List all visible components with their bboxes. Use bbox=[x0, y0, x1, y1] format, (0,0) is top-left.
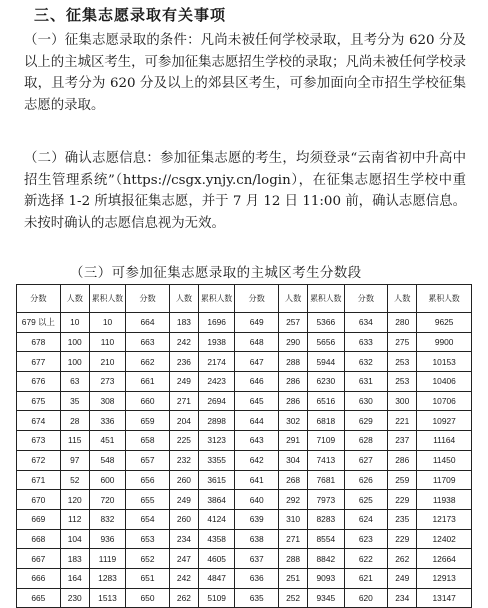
cell-count: 236 bbox=[169, 352, 198, 372]
cell-cumulative: 7681 bbox=[308, 470, 344, 490]
cell-count: 234 bbox=[388, 588, 417, 608]
cell-count: 204 bbox=[169, 411, 198, 431]
cell-cumulative: 7413 bbox=[308, 450, 344, 470]
cell-score: 639 bbox=[235, 509, 279, 529]
cell-count: 302 bbox=[279, 411, 308, 431]
cell-cumulative: 8554 bbox=[308, 529, 344, 549]
cell-count: 221 bbox=[388, 411, 417, 431]
cell-count: 10 bbox=[60, 313, 89, 333]
cell-score: 632 bbox=[344, 352, 388, 372]
cell-score: 637 bbox=[235, 549, 279, 569]
cell-count: 275 bbox=[388, 332, 417, 352]
cell-count: 262 bbox=[169, 588, 198, 608]
paragraph-confirm-info: （二）确认志愿信息：参加征集志愿的考生，均须登录“云南省初中升高中招生管理系统”（https://csgx.ynjy.cn/login），在征集志愿招生学校中重新选择 1-2 所填报征集志愿，并于 7 月 12 日 11:00 前，确认志愿信息。未按时确认的志愿信息视为无效。 bbox=[24, 151, 466, 231]
cell-cumulative: 9625 bbox=[417, 313, 472, 333]
header-cumulative: 累积人数 bbox=[417, 285, 472, 313]
cell-score: 620 bbox=[344, 588, 388, 608]
header-count: 人数 bbox=[169, 285, 198, 313]
cell-cumulative: 8842 bbox=[308, 549, 344, 569]
cell-score: 667 bbox=[17, 549, 61, 569]
cell-count: 35 bbox=[60, 391, 89, 411]
cell-cumulative: 9900 bbox=[417, 332, 472, 352]
cell-cumulative: 336 bbox=[89, 411, 125, 431]
cell-cumulative: 3123 bbox=[198, 431, 234, 451]
cell-count: 288 bbox=[279, 549, 308, 569]
cell-score: 647 bbox=[235, 352, 279, 372]
cell-cumulative: 5656 bbox=[308, 332, 344, 352]
cell-cumulative: 11709 bbox=[417, 470, 472, 490]
cell-cumulative: 4847 bbox=[198, 568, 234, 588]
cell-score: 623 bbox=[344, 529, 388, 549]
cell-count: 300 bbox=[388, 391, 417, 411]
cell-score: 670 bbox=[17, 490, 61, 510]
cell-count: 260 bbox=[169, 509, 198, 529]
table-row bbox=[17, 470, 472, 490]
cell-score: 671 bbox=[17, 470, 61, 490]
cell-cumulative: 6230 bbox=[308, 372, 344, 392]
table-row bbox=[17, 313, 472, 333]
cell-count: 286 bbox=[279, 372, 308, 392]
cell-score: 649 bbox=[235, 313, 279, 333]
cell-count: 257 bbox=[279, 313, 308, 333]
cell-score: 656 bbox=[126, 470, 170, 490]
header-cumulative: 累积人数 bbox=[308, 285, 344, 313]
cell-score: 648 bbox=[235, 332, 279, 352]
cell-cumulative: 10 bbox=[89, 313, 125, 333]
cell-cumulative: 6818 bbox=[308, 411, 344, 431]
cell-score: 665 bbox=[17, 588, 61, 608]
table-row bbox=[17, 372, 472, 392]
table-row bbox=[17, 509, 472, 529]
cell-count: 251 bbox=[279, 568, 308, 588]
cell-count: 242 bbox=[169, 332, 198, 352]
cell-count: 229 bbox=[388, 529, 417, 549]
cell-score: 675 bbox=[17, 391, 61, 411]
cell-score: 625 bbox=[344, 490, 388, 510]
cell-cumulative: 2174 bbox=[198, 352, 234, 372]
cell-count: 112 bbox=[60, 509, 89, 529]
cell-count: 52 bbox=[60, 470, 89, 490]
cell-count: 252 bbox=[279, 588, 308, 608]
header-score: 分数 bbox=[235, 285, 279, 313]
cell-count: 97 bbox=[60, 450, 89, 470]
cell-cumulative: 1119 bbox=[89, 549, 125, 569]
cell-cumulative: 1696 bbox=[198, 313, 234, 333]
cell-score: 655 bbox=[126, 490, 170, 510]
cell-count: 262 bbox=[388, 549, 417, 569]
cell-cumulative: 7973 bbox=[308, 490, 344, 510]
cell-score: 677 bbox=[17, 352, 61, 372]
cell-score: 622 bbox=[344, 549, 388, 569]
header-cumulative: 累积人数 bbox=[198, 285, 234, 313]
cell-cumulative: 12402 bbox=[417, 529, 472, 549]
cell-cumulative: 9345 bbox=[308, 588, 344, 608]
cell-count: 259 bbox=[388, 470, 417, 490]
cell-score: 663 bbox=[126, 332, 170, 352]
cell-score: 659 bbox=[126, 411, 170, 431]
cell-score: 669 bbox=[17, 509, 61, 529]
cell-score: 652 bbox=[126, 549, 170, 569]
cell-score: 658 bbox=[126, 431, 170, 451]
cell-cumulative: 2898 bbox=[198, 411, 234, 431]
cell-cumulative: 832 bbox=[89, 509, 125, 529]
cell-cumulative: 451 bbox=[89, 431, 125, 451]
header-score: 分数 bbox=[17, 285, 61, 313]
cell-cumulative: 10706 bbox=[417, 391, 472, 411]
cell-score: 654 bbox=[126, 509, 170, 529]
cell-cumulative: 12664 bbox=[417, 549, 472, 569]
cell-cumulative: 12173 bbox=[417, 509, 472, 529]
table-title: （三）可参加征集志愿录取的主城区考生分数段 bbox=[70, 266, 362, 281]
cell-score: 660 bbox=[126, 391, 170, 411]
cell-score: 679 以上 bbox=[17, 313, 61, 333]
cell-score: 634 bbox=[344, 313, 388, 333]
cell-score: 645 bbox=[235, 391, 279, 411]
cell-score: 644 bbox=[235, 411, 279, 431]
cell-score: 630 bbox=[344, 391, 388, 411]
cell-score: 646 bbox=[235, 372, 279, 392]
cell-score: 662 bbox=[126, 352, 170, 372]
paragraph-eligibility: （一）征集志愿录取的条件：凡尚未被任何学校录取，且考分为 620 分及以上的主城区考生，可参加征集志愿招生学校的录取；凡尚未被任何学校录取，且考分为 620 分及以上的郊县区考生，可参加面向全市招生学校征集志愿的录取。 bbox=[24, 33, 466, 113]
table-body bbox=[17, 313, 472, 608]
cell-count: 225 bbox=[169, 431, 198, 451]
cell-score: 629 bbox=[344, 411, 388, 431]
table-row bbox=[17, 490, 472, 510]
cell-cumulative: 110 bbox=[89, 332, 125, 352]
cell-count: 164 bbox=[60, 568, 89, 588]
cell-count: 234 bbox=[169, 529, 198, 549]
table-row bbox=[17, 332, 472, 352]
cell-cumulative: 720 bbox=[89, 490, 125, 510]
cell-score: 631 bbox=[344, 372, 388, 392]
table-row bbox=[17, 391, 472, 411]
table-row bbox=[17, 411, 472, 431]
cell-count: 120 bbox=[60, 490, 89, 510]
cell-score: 650 bbox=[126, 588, 170, 608]
cell-count: 253 bbox=[388, 372, 417, 392]
cell-cumulative: 12913 bbox=[417, 568, 472, 588]
cell-cumulative: 2694 bbox=[198, 391, 234, 411]
cell-cumulative: 11164 bbox=[417, 431, 472, 451]
cell-cumulative: 10927 bbox=[417, 411, 472, 431]
table-row bbox=[17, 529, 472, 549]
cell-cumulative: 1938 bbox=[198, 332, 234, 352]
cell-cumulative: 936 bbox=[89, 529, 125, 549]
cell-cumulative: 5109 bbox=[198, 588, 234, 608]
cell-cumulative: 3615 bbox=[198, 470, 234, 490]
table-row bbox=[17, 568, 472, 588]
table-row bbox=[17, 431, 472, 451]
cell-cumulative: 273 bbox=[89, 372, 125, 392]
cell-cumulative: 1283 bbox=[89, 568, 125, 588]
cell-count: 232 bbox=[169, 450, 198, 470]
cell-score: 674 bbox=[17, 411, 61, 431]
cell-count: 304 bbox=[279, 450, 308, 470]
table-row bbox=[17, 549, 472, 569]
cell-score: 640 bbox=[235, 490, 279, 510]
cell-count: 235 bbox=[388, 509, 417, 529]
cell-count: 104 bbox=[60, 529, 89, 549]
cell-count: 28 bbox=[60, 411, 89, 431]
table-row bbox=[17, 588, 472, 608]
cell-count: 268 bbox=[279, 470, 308, 490]
watermark-overlay bbox=[0, 288, 16, 359]
cell-cumulative: 308 bbox=[89, 391, 125, 411]
cell-score: 627 bbox=[344, 450, 388, 470]
cell-score: 638 bbox=[235, 529, 279, 549]
cell-count: 230 bbox=[60, 588, 89, 608]
cell-count: 286 bbox=[388, 450, 417, 470]
cell-count: 115 bbox=[60, 431, 89, 451]
table-header-row bbox=[17, 285, 472, 313]
cell-cumulative: 5944 bbox=[308, 352, 344, 372]
cell-cumulative: 8283 bbox=[308, 509, 344, 529]
cell-score: 621 bbox=[344, 568, 388, 588]
cell-cumulative: 6516 bbox=[308, 391, 344, 411]
cell-count: 286 bbox=[279, 391, 308, 411]
cell-count: 290 bbox=[279, 332, 308, 352]
cell-cumulative: 11450 bbox=[417, 450, 472, 470]
cell-score: 672 bbox=[17, 450, 61, 470]
cell-score: 642 bbox=[235, 450, 279, 470]
header-count: 人数 bbox=[388, 285, 417, 313]
cell-count: 271 bbox=[169, 391, 198, 411]
cell-count: 63 bbox=[60, 372, 89, 392]
cell-count: 260 bbox=[169, 470, 198, 490]
cell-score: 643 bbox=[235, 431, 279, 451]
cell-count: 291 bbox=[279, 431, 308, 451]
cell-count: 183 bbox=[169, 313, 198, 333]
cell-count: 247 bbox=[169, 549, 198, 569]
cell-score: 678 bbox=[17, 332, 61, 352]
cell-score: 628 bbox=[344, 431, 388, 451]
cell-cumulative: 7109 bbox=[308, 431, 344, 451]
cell-cumulative: 1513 bbox=[89, 588, 125, 608]
cell-cumulative: 5366 bbox=[308, 313, 344, 333]
cell-score: 666 bbox=[17, 568, 61, 588]
cell-cumulative: 4124 bbox=[198, 509, 234, 529]
cell-count: 249 bbox=[388, 568, 417, 588]
cell-cumulative: 13147 bbox=[417, 588, 472, 608]
cell-cumulative: 9093 bbox=[308, 568, 344, 588]
cell-count: 100 bbox=[60, 352, 89, 372]
cell-cumulative: 11938 bbox=[417, 490, 472, 510]
cell-count: 280 bbox=[388, 313, 417, 333]
section-heading: 三、征集志愿录取有关事项 bbox=[34, 6, 227, 24]
cell-score: 676 bbox=[17, 372, 61, 392]
cell-count: 271 bbox=[279, 529, 308, 549]
cell-score: 624 bbox=[344, 509, 388, 529]
cell-count: 249 bbox=[169, 372, 198, 392]
header-score: 分数 bbox=[126, 285, 170, 313]
cell-count: 183 bbox=[60, 549, 89, 569]
cell-cumulative: 3864 bbox=[198, 490, 234, 510]
cell-score: 635 bbox=[235, 588, 279, 608]
cell-cumulative: 10153 bbox=[417, 352, 472, 372]
cell-count: 229 bbox=[388, 490, 417, 510]
header-cumulative: 累积人数 bbox=[89, 285, 125, 313]
table-row bbox=[17, 352, 472, 372]
cell-score: 636 bbox=[235, 568, 279, 588]
cell-score: 664 bbox=[126, 313, 170, 333]
score-distribution-table bbox=[16, 284, 472, 608]
cell-score: 653 bbox=[126, 529, 170, 549]
cell-cumulative: 548 bbox=[89, 450, 125, 470]
table-row bbox=[17, 450, 472, 470]
cell-score: 657 bbox=[126, 450, 170, 470]
cell-count: 253 bbox=[388, 352, 417, 372]
cell-cumulative: 210 bbox=[89, 352, 125, 372]
cell-count: 288 bbox=[279, 352, 308, 372]
cell-count: 100 bbox=[60, 332, 89, 352]
cell-cumulative: 2423 bbox=[198, 372, 234, 392]
cell-score: 651 bbox=[126, 568, 170, 588]
cell-cumulative: 600 bbox=[89, 470, 125, 490]
cell-cumulative: 10406 bbox=[417, 372, 472, 392]
cell-count: 249 bbox=[169, 490, 198, 510]
cell-cumulative: 4358 bbox=[198, 529, 234, 549]
cell-count: 292 bbox=[279, 490, 308, 510]
cell-score: 668 bbox=[17, 529, 61, 549]
cell-score: 626 bbox=[344, 470, 388, 490]
header-count: 人数 bbox=[60, 285, 89, 313]
cell-cumulative: 4605 bbox=[198, 549, 234, 569]
cell-score: 641 bbox=[235, 470, 279, 490]
cell-score: 633 bbox=[344, 332, 388, 352]
header-score: 分数 bbox=[344, 285, 388, 313]
cell-cumulative: 3355 bbox=[198, 450, 234, 470]
cell-count: 310 bbox=[279, 509, 308, 529]
cell-count: 242 bbox=[169, 568, 198, 588]
header-count: 人数 bbox=[279, 285, 308, 313]
cell-count: 237 bbox=[388, 431, 417, 451]
cell-score: 661 bbox=[126, 372, 170, 392]
cell-score: 673 bbox=[17, 431, 61, 451]
